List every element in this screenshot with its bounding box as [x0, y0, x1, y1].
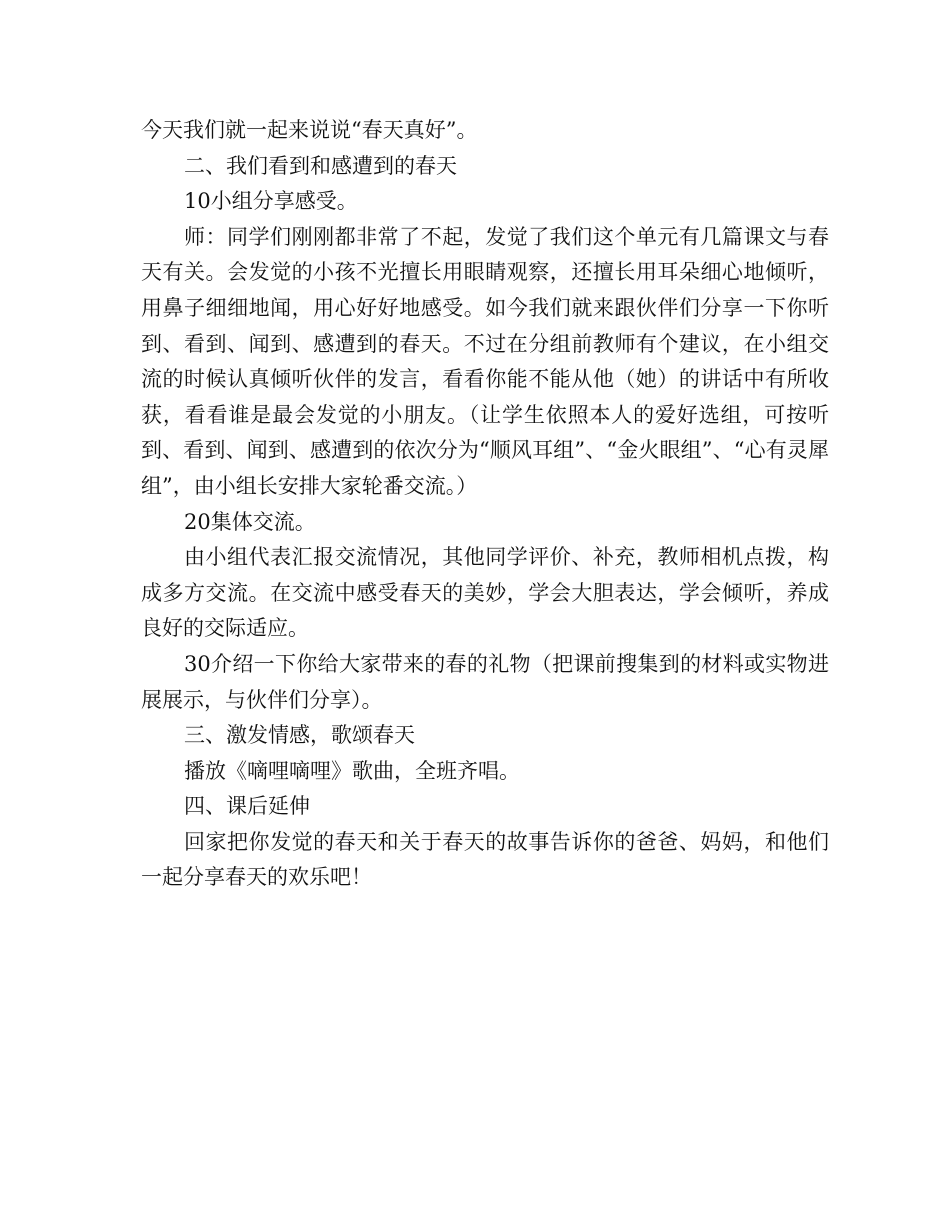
- paragraph-homework: 回家把你发觉的春天和关于春天的故事告诉你的爸爸、妈妈，和他们一起分享春天的欢乐吧！: [141, 829, 829, 890]
- document-body: [141, 113, 829, 896]
- paragraph-teacher-speech: 师：同学们刚刚都非常了不起，发觉了我们这个单元有几篇课文与春天有关。会发觉的小孩不光擅长用眼睛观察，还擅长用耳朵细心地倾听，用鼻子细细地闻，用心好好地感受。如今我们就来跟伙伴们分享一下你听到、看到、闻到、感遭到的春天。不过在分组前教师有个建议，在小组交流的时候认真倾听伙伴的发言，看看你能不能从他（她）的讲话中有所收获，看看谁是最会发觉的小朋友。（让学生依照本人的爱好选组，可按听到、看到、闻到、感遭到的依次分为“顺风耳组”、“金火眼组”、“心有灵犀组”，由小组长安排大家轮番交流。）: [141, 224, 829, 498]
- step-1-heading: 10小组分享感受。: [184, 189, 358, 214]
- paragraph-group-report: 由小组代表汇报交流情况，其他同学评价、补充，教师相机点拨，构成多方交流。在交流中感受春天的美妙，学会大胆表达，学会倾听，养成良好的交际适应。: [141, 545, 829, 641]
- step-2-heading: 20集体交流。: [184, 509, 316, 534]
- paragraph-intro: 今天我们就一起来说说“春天真好”。: [141, 118, 478, 142]
- section-heading-3: 三、激发情感，歌颂春天: [184, 723, 415, 748]
- section-heading-4: 四、课后延伸: [184, 794, 310, 819]
- section-heading-2: 二、我们看到和感遭到的春天: [184, 153, 457, 178]
- paragraph-step-3: 30介绍一下你给大家带来的春的礼物（把课前搜集到的材料或实物进展展示，与伙伴们分享）。: [141, 651, 829, 712]
- paragraph-song: 播放《嘀哩嘀哩》歌曲，全班齐唱。: [184, 758, 520, 783]
